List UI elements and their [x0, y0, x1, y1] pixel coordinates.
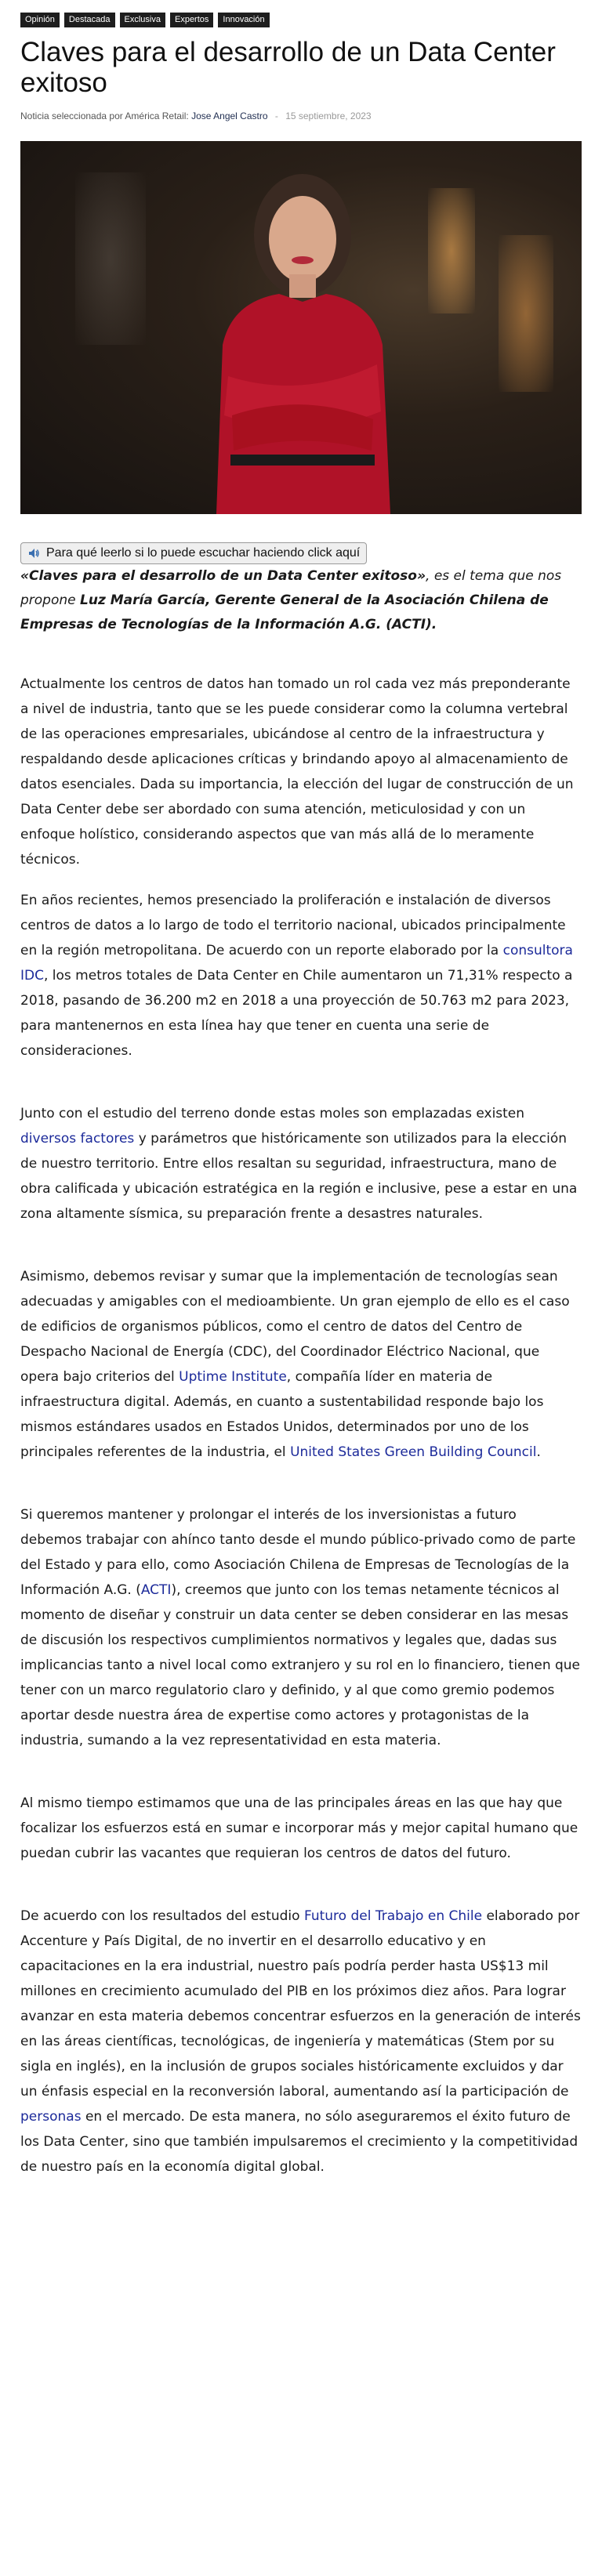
- paragraph-1: Actualmente los centros de datos han tomado un rol cada vez más preponderante a nivel de industria, tanto que se les puede considerar como la columna vertebral de las operaciones empresariales, ubicándose al centro de la infraestructura y respaldando desde aplicaciones críticas y brindando apoyo al almacenamiento de datos esenciales. Dada su importancia, la elección del lugar de construcción de un Data Center debe ser abordado con suma atención, meticulosidad y con un enfoque holístico, considerando aspectos que van más allá de lo meramente técnicos.: [20, 676, 574, 868]
- paragraph-5-text-a: Si queremos mantener y prolongar el interés de los inversionistas a futuro debemos trabajar con ahínco tanto desde el mundo público-privado como de parte del Estado y para ello, como Asociación Chilena de Empresas de Tecnologías de la Información A.G. (: [20, 1507, 576, 1598]
- factors-link[interactable]: diversos factores: [20, 1131, 135, 1147]
- speaker-icon: [27, 547, 40, 560]
- uptime-link[interactable]: Uptime Institute: [179, 1369, 287, 1385]
- paragraph-3-text-a: Junto con el estudio del terreno donde estas moles son emplazadas existen: [20, 1106, 525, 1121]
- intro-paragraph: [20, 564, 582, 637]
- article-title: Claves para el desarrollo de un Data Center exitoso: [20, 37, 556, 98]
- paragraph-4-text-b: , compañía líder en materia de infraestructura digital. Además, en cuanto a sustentabilidad responde bajo los mismos estándares usados en Estados Unidos, determinados por uno de los principales referentes de la industria, el: [20, 1369, 544, 1460]
- paragraph-2-text-b: , los metros totales de Data Center en Chile aumentaron un 71,31% respecto a 2018, pasando de 36.200 m2 en 2018 a una proyección de 50.763 m2 para 2023, para mantenernos en esta línea hay que tener en cuenta una serie de consideraciones.: [20, 968, 573, 1059]
- paragraph-6: Al mismo tiempo estimamos que una de las principales áreas en las que hay que focalizar los esfuerzos está en sumar e incorporar más y mejor capital humano que puedan cubrir las vacantes que requieran los centros de datos del futuro.: [20, 1795, 578, 1861]
- paragraph-7: [20, 1904, 582, 2179]
- paragraph-2: [20, 888, 582, 1063]
- futuro-trabajo-link[interactable]: Futuro del Trabajo en Chile: [303, 1908, 483, 1924]
- paragraph-4-text-c: .: [536, 1444, 541, 1460]
- portrait-figure: [185, 141, 420, 514]
- intro-person: Luz María García, Gerente General de la Asociación Chilena de Empresas de Tecnologías de la Información A.G. (ACTI).: [20, 592, 549, 632]
- tag-opinion[interactable]: Opinión: [20, 13, 60, 27]
- paragraph-4-text-a: Asimismo, debemos revisar y sumar que la implementación de tecnologías sean adecuadas y amigables con el medioambiente. Un gran ejemplo de ello es el caso de edificios de organismos públicos, como el centro de datos del Centro de Despacho Nacional de Energía (CDC), del Coordinador Eléctrico Nacional, que opera bajo criterios del: [20, 1269, 570, 1385]
- listen-audio-label: Para qué leerlo si lo puede escuchar haciendo click aquí: [46, 546, 361, 560]
- article-meta: [20, 111, 582, 121]
- idc-link[interactable]: consultora IDC: [20, 943, 573, 984]
- tag-innovacion[interactable]: Innovación: [218, 13, 269, 27]
- paragraph-7-text-a: De acuerdo con los resultados del estudio: [20, 1908, 304, 1924]
- tag-list: [20, 13, 582, 27]
- paragraph-4: [20, 1264, 582, 1465]
- meta-separator: -: [274, 111, 278, 121]
- listen-audio-button[interactable]: [20, 542, 367, 564]
- acti-link[interactable]: ACTI: [140, 1582, 172, 1598]
- usgbc-link[interactable]: United States Green Building Council: [290, 1444, 537, 1460]
- personas-link[interactable]: personas: [20, 2109, 82, 2125]
- meta-prefix: Noticia seleccionada por América Retail:: [20, 111, 189, 121]
- paragraph-5-text-b: ), creemos que junto con los temas netamente técnicos al momento de diseñar y construir un data center se deben considerar en las mesas de discusión los respectivos cumplimientos normativos y legales que, dadas sus implicancias tanto a nivel local como extranjero y su rol en lo financiero, tienen que tener con un marco regulatorio claro y definido, y al que como gremio podemos aportar desde nuestra área de expertise como actores y protagonistas de la industria, sumando a la vez representatividad en esta materia.: [20, 1582, 581, 1748]
- paragraph-7-text-b: elaborado por Accenture y País Digital, de no invertir en el desarrollo educativo y en capacitaciones en la era industrial, nuestro país podría perder hasta US$13 mil millones en crecimiento acumulado del PIB en los próximos diez años. Para lograr avanzar en esta materia debemos concentrar esfuerzos en la generación de interés en las áreas científicas, tecnológicas, de ingeniería y matemáticas (Stem por su sigla en inglés), en la inclusión de grupos sociales históricamente excluidos y dar un énfasis especial en la reconversión laboral, aumentando así la participación de: [20, 1908, 581, 2100]
- paragraph-7-text-c: en el mercado. De esta manera, no sólo aseguraremos el éxito futuro de los Data Center, sino que también impulsaremos el crecimiento y la competitividad de nuestro país en la economía digital global.: [20, 2109, 578, 2175]
- paragraph-2-text-a: En años recientes, hemos presenciado la proliferación e instalación de diversos centros de datos a lo largo de todo el territorio nacional, ubicados principalmente en la región metropolitana. De acuerdo con un reporte elaborado por la: [20, 893, 566, 958]
- paragraph-3-text-b: y parámetros que históricamente son utilizados para la elección de nuestro territorio. Entre ellos resaltan su seguridad, infraestructura, mano de obra calificada y ubicación estratégica en la región e inclusive, pese a estar en una zona altamente sísmica, su preparación frente a desastres naturales.: [20, 1131, 578, 1222]
- hero-image: [20, 141, 582, 514]
- tag-destacada[interactable]: Destacada: [64, 13, 115, 27]
- intro-quote: «Claves para el desarrollo de un Data Center exitoso»: [20, 568, 426, 584]
- publish-date: 15 septiembre, 2023: [285, 111, 372, 121]
- tag-expertos[interactable]: Expertos: [170, 13, 213, 27]
- intro-mid: , es el tema que nos propone: [20, 568, 562, 608]
- paragraph-3: [20, 1101, 582, 1226]
- author-link[interactable]: Jose Angel Castro: [191, 111, 268, 121]
- tag-exclusiva[interactable]: Exclusiva: [120, 13, 165, 27]
- paragraph-5: [20, 1502, 582, 1753]
